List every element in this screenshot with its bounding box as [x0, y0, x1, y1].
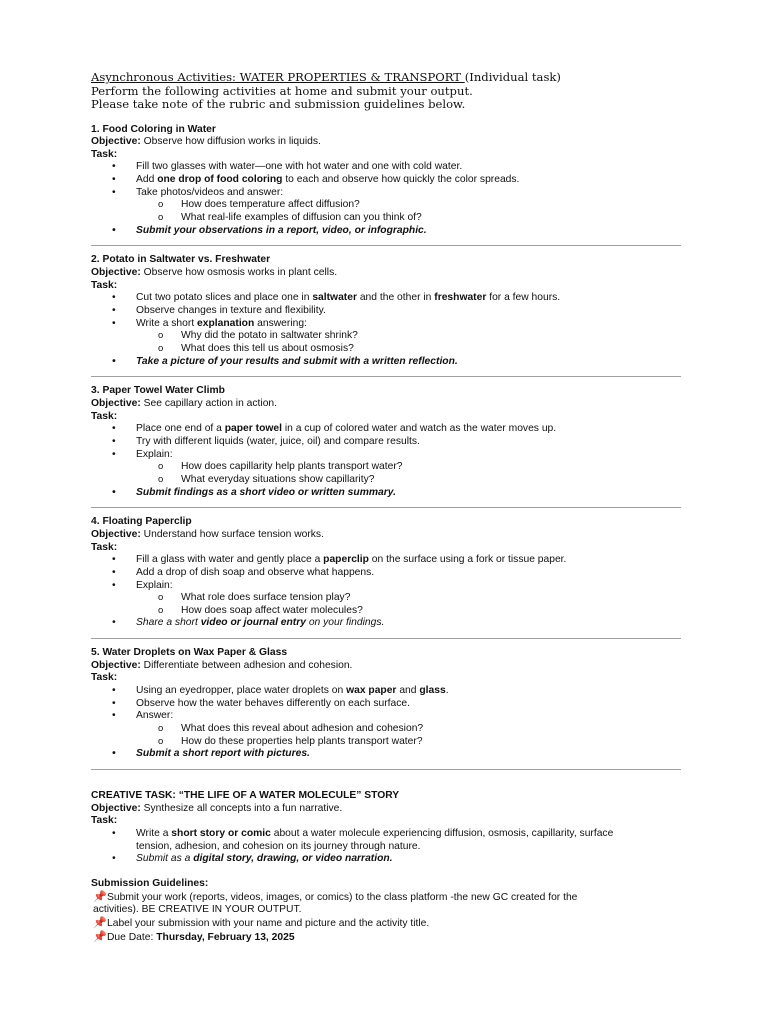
task-bullet: [91, 436, 681, 449]
question-item: [91, 605, 681, 618]
objective-label: Objective:: [91, 659, 141, 671]
bullet-bold: saltwater: [312, 292, 357, 304]
creative-task-section: [91, 790, 681, 866]
bullet-text: Fill a glass with water and gently place a: [136, 554, 324, 566]
question-item: [91, 723, 681, 736]
section-divider: [91, 245, 681, 246]
question-text: What role does surface tension play?: [181, 592, 351, 604]
bullet-text: to each and observe how quickly the color spreads.: [282, 174, 520, 186]
question-item: [91, 461, 681, 474]
task-bullet: [91, 685, 681, 698]
bullet-text: on the surface using a fork or tissue paper.: [368, 554, 567, 566]
due-date-value: Thursday, February 13, 2025: [156, 931, 295, 943]
guideline-text: activities). BE CREATIVE IN YOUR OUTPUT.: [93, 904, 302, 916]
question-item: [91, 592, 681, 605]
objective-label: Objective:: [91, 397, 141, 409]
bullet-text: Take photos/videos and answer:: [136, 186, 284, 198]
header-title-underlined: Asynchronous Activities: WATER PROPERTIES & TRANSPORT: [91, 70, 465, 84]
bullet-bold: freshwater: [434, 292, 487, 304]
task-bullet: [91, 305, 681, 318]
bullet-text: Explain:: [136, 448, 173, 460]
section-title: 3. Paper Towel Water Climb: [91, 385, 225, 397]
task-bullet: [91, 161, 681, 174]
spacer: [91, 112, 681, 124]
pushpin-icon: 📌: [93, 890, 107, 903]
objective-line: [91, 398, 681, 411]
bullet-text: Write a short: [136, 317, 198, 329]
question-text: What real-life examples of diffusion can you think of?: [181, 212, 422, 224]
bullet-bold: glass: [419, 685, 446, 697]
question-text: What does this reveal about adhesion and cohesion?: [181, 723, 424, 735]
bullet-text: Fill two glasses with water—one with hot water and one with cold water.: [136, 161, 463, 173]
bullet-text: Add: [136, 174, 158, 186]
bullet-text: for a few hours.: [486, 292, 561, 304]
task-bullet: [91, 174, 681, 187]
task-bullet: [91, 710, 681, 723]
bullet-bold: wax paper: [346, 685, 397, 697]
bullet-bold: short story or comic: [171, 828, 271, 839]
question-item: [91, 330, 681, 343]
task-bullet: [91, 828, 681, 853]
bullet-text: Observe changes in texture and flexibility.: [136, 305, 326, 317]
header-title: [91, 71, 681, 85]
question-item: [91, 474, 681, 487]
submission-guidelines: [91, 878, 681, 944]
task-bullet: [91, 187, 681, 200]
bullet-text: .: [445, 685, 449, 697]
spacer: [91, 866, 681, 878]
guideline-continuation: [91, 904, 681, 917]
question-text: How do these properties help plants transport water?: [181, 735, 423, 747]
task-bullet: [91, 698, 681, 711]
question-text: How does temperature affect diffusion?: [181, 199, 360, 211]
bullet-text: on your findings.: [305, 617, 385, 629]
bullet-bold: digital story, drawing, or video narration.: [193, 853, 393, 865]
bullet-text: Take a picture of your results and submit with a written reflection.: [136, 355, 458, 367]
guideline-item: [91, 917, 681, 931]
bullet-text: Write a: [136, 828, 172, 839]
question-text: What does this tell us about osmosis?: [181, 343, 354, 354]
objective-line: [91, 660, 681, 673]
bullet-text: Submit a short report with pictures.: [136, 748, 310, 760]
guideline-item: [91, 931, 681, 945]
pushpin-icon: 📌: [93, 916, 107, 929]
submission-bullet: [91, 225, 681, 238]
objective-line: [91, 803, 681, 816]
objective-line: [91, 529, 681, 542]
submission-bullet: [91, 487, 681, 500]
task-bullet: [91, 567, 681, 580]
task-bullet: [91, 580, 681, 593]
bullet-text: and the other in: [356, 292, 435, 304]
question-text: How does capillarity help plants transport water?: [181, 461, 403, 473]
question-item: [91, 199, 681, 212]
objective-text: See capillary action in action.: [140, 397, 278, 409]
bullet-text: Try with different liquids (water, juice, oil) and compare results.: [136, 435, 420, 447]
section-divider: [91, 769, 681, 770]
activity-section-3: [91, 385, 681, 499]
section-title: 2. Potato in Saltwater vs. Freshwater: [91, 254, 271, 266]
section-divider: [91, 376, 681, 377]
question-text: How does soap affect water molecules?: [181, 604, 363, 616]
submission-bullet: [91, 853, 681, 866]
bullet-text: and: [396, 685, 420, 697]
pushpin-icon: 📌: [93, 930, 107, 943]
task-bullet: [91, 554, 681, 567]
question-text: What everyday situations show capillarity?: [181, 473, 375, 485]
objective-line: [91, 267, 681, 280]
activity-section-5: [91, 647, 681, 761]
task-bullet: [91, 292, 681, 305]
objective-label: Objective:: [91, 136, 141, 148]
bullet-bold: paperclip: [323, 554, 369, 566]
bullet-text: Explain:: [136, 579, 173, 591]
bullet-text: Submit your observations in a report, video, or infographic.: [136, 224, 427, 236]
bullet-bold: one drop of food coloring: [157, 174, 283, 186]
guideline-text: Label your submission with your name and picture and the activity title.: [107, 917, 430, 929]
bullet-text: Submit as a: [136, 853, 194, 865]
document-header: [91, 71, 681, 112]
question-item: [91, 736, 681, 749]
header-title-suffix: (Individual task): [464, 70, 561, 84]
task-label: Task:: [91, 279, 118, 291]
bullet-text: Add a drop of dish soap and observe what happens.: [136, 566, 375, 578]
document-content: [91, 71, 681, 944]
submission-bullet: [91, 617, 681, 630]
objective-line: [91, 136, 681, 149]
section-title: Submission Guidelines:: [91, 877, 209, 889]
header-instruction: Perform the following activities at home and submit your output.: [91, 83, 473, 98]
bullet-text: in a cup of colored water and watch as the water moves up.: [281, 423, 557, 435]
section-title: CREATIVE TASK: “THE LIFE OF A WATER MOLECULE” STORY: [91, 790, 400, 802]
objective-text: Observe how osmosis works in plant cells.: [140, 267, 338, 279]
bullet-text: Place one end of a: [136, 423, 225, 435]
activity-section-4: [91, 516, 681, 630]
bullet-bold: explanation: [197, 317, 255, 329]
section-divider: [91, 638, 681, 639]
section-title: 4. Floating Paperclip: [91, 516, 192, 528]
objective-text: Understand how surface tension works.: [140, 528, 324, 540]
due-date-label: Due Date:: [107, 931, 157, 943]
bullet-text: Observe how the water behaves differently on each surface.: [136, 697, 410, 709]
bullet-text: tension, adhesion, and cohesion on its journey through nature.: [136, 840, 421, 852]
bullet-text: Share a short: [136, 617, 201, 629]
objective-label: Objective:: [91, 802, 141, 814]
bullet-text: about a water molecule experiencing diffusion, osmosis, capillarity, surface: [270, 828, 614, 839]
task-bullet: [91, 449, 681, 462]
bullet-bold: video or journal entry: [200, 617, 306, 629]
objective-text: Observe how diffusion works in liquids.: [140, 136, 321, 148]
task-bullet: [91, 318, 681, 331]
section-title: 5. Water Droplets on Wax Paper & Glass: [91, 647, 288, 659]
objective-label: Objective:: [91, 267, 141, 279]
objective-label: Objective:: [91, 528, 141, 540]
task-label: Task:: [91, 148, 118, 160]
bullet-bold: paper towel: [224, 423, 282, 435]
activity-section-1: [91, 124, 681, 238]
submission-bullet: [91, 748, 681, 761]
task-label: Task:: [91, 672, 118, 684]
question-text: Why did the potato in saltwater shrink?: [181, 330, 358, 342]
bullet-text: Answer:: [136, 710, 174, 722]
bullet-text: answering:: [254, 317, 307, 329]
activity-section-2: [91, 254, 681, 368]
objective-text: Differentiate between adhesion and cohesion.: [140, 659, 353, 671]
question-item: [91, 343, 681, 356]
bullet-text: Using an eyedropper, place water droplets on: [136, 685, 347, 697]
task-label: Task:: [91, 541, 118, 553]
task-label: Task:: [91, 410, 118, 422]
header-note: Please take note of the rubric and submission guidelines below.: [91, 97, 466, 111]
bullet-text: Submit findings as a short video or written summary.: [136, 486, 396, 498]
submission-bullet: [91, 356, 681, 369]
task-label: Task:: [91, 815, 118, 827]
task-bullet: [91, 423, 681, 436]
spacer: [91, 778, 681, 790]
objective-text: Synthesize all concepts into a fun narrative.: [140, 802, 343, 814]
guideline-text: Submit your work (reports, videos, images, or comics) to the class platform -the new GC created for the: [107, 891, 578, 903]
bullet-text: Cut two potato slices and place one in: [136, 292, 313, 304]
section-title: 1. Food Coloring in Water: [91, 123, 216, 135]
question-item: [91, 212, 681, 225]
section-divider: [91, 507, 681, 508]
guideline-item: [91, 891, 681, 905]
